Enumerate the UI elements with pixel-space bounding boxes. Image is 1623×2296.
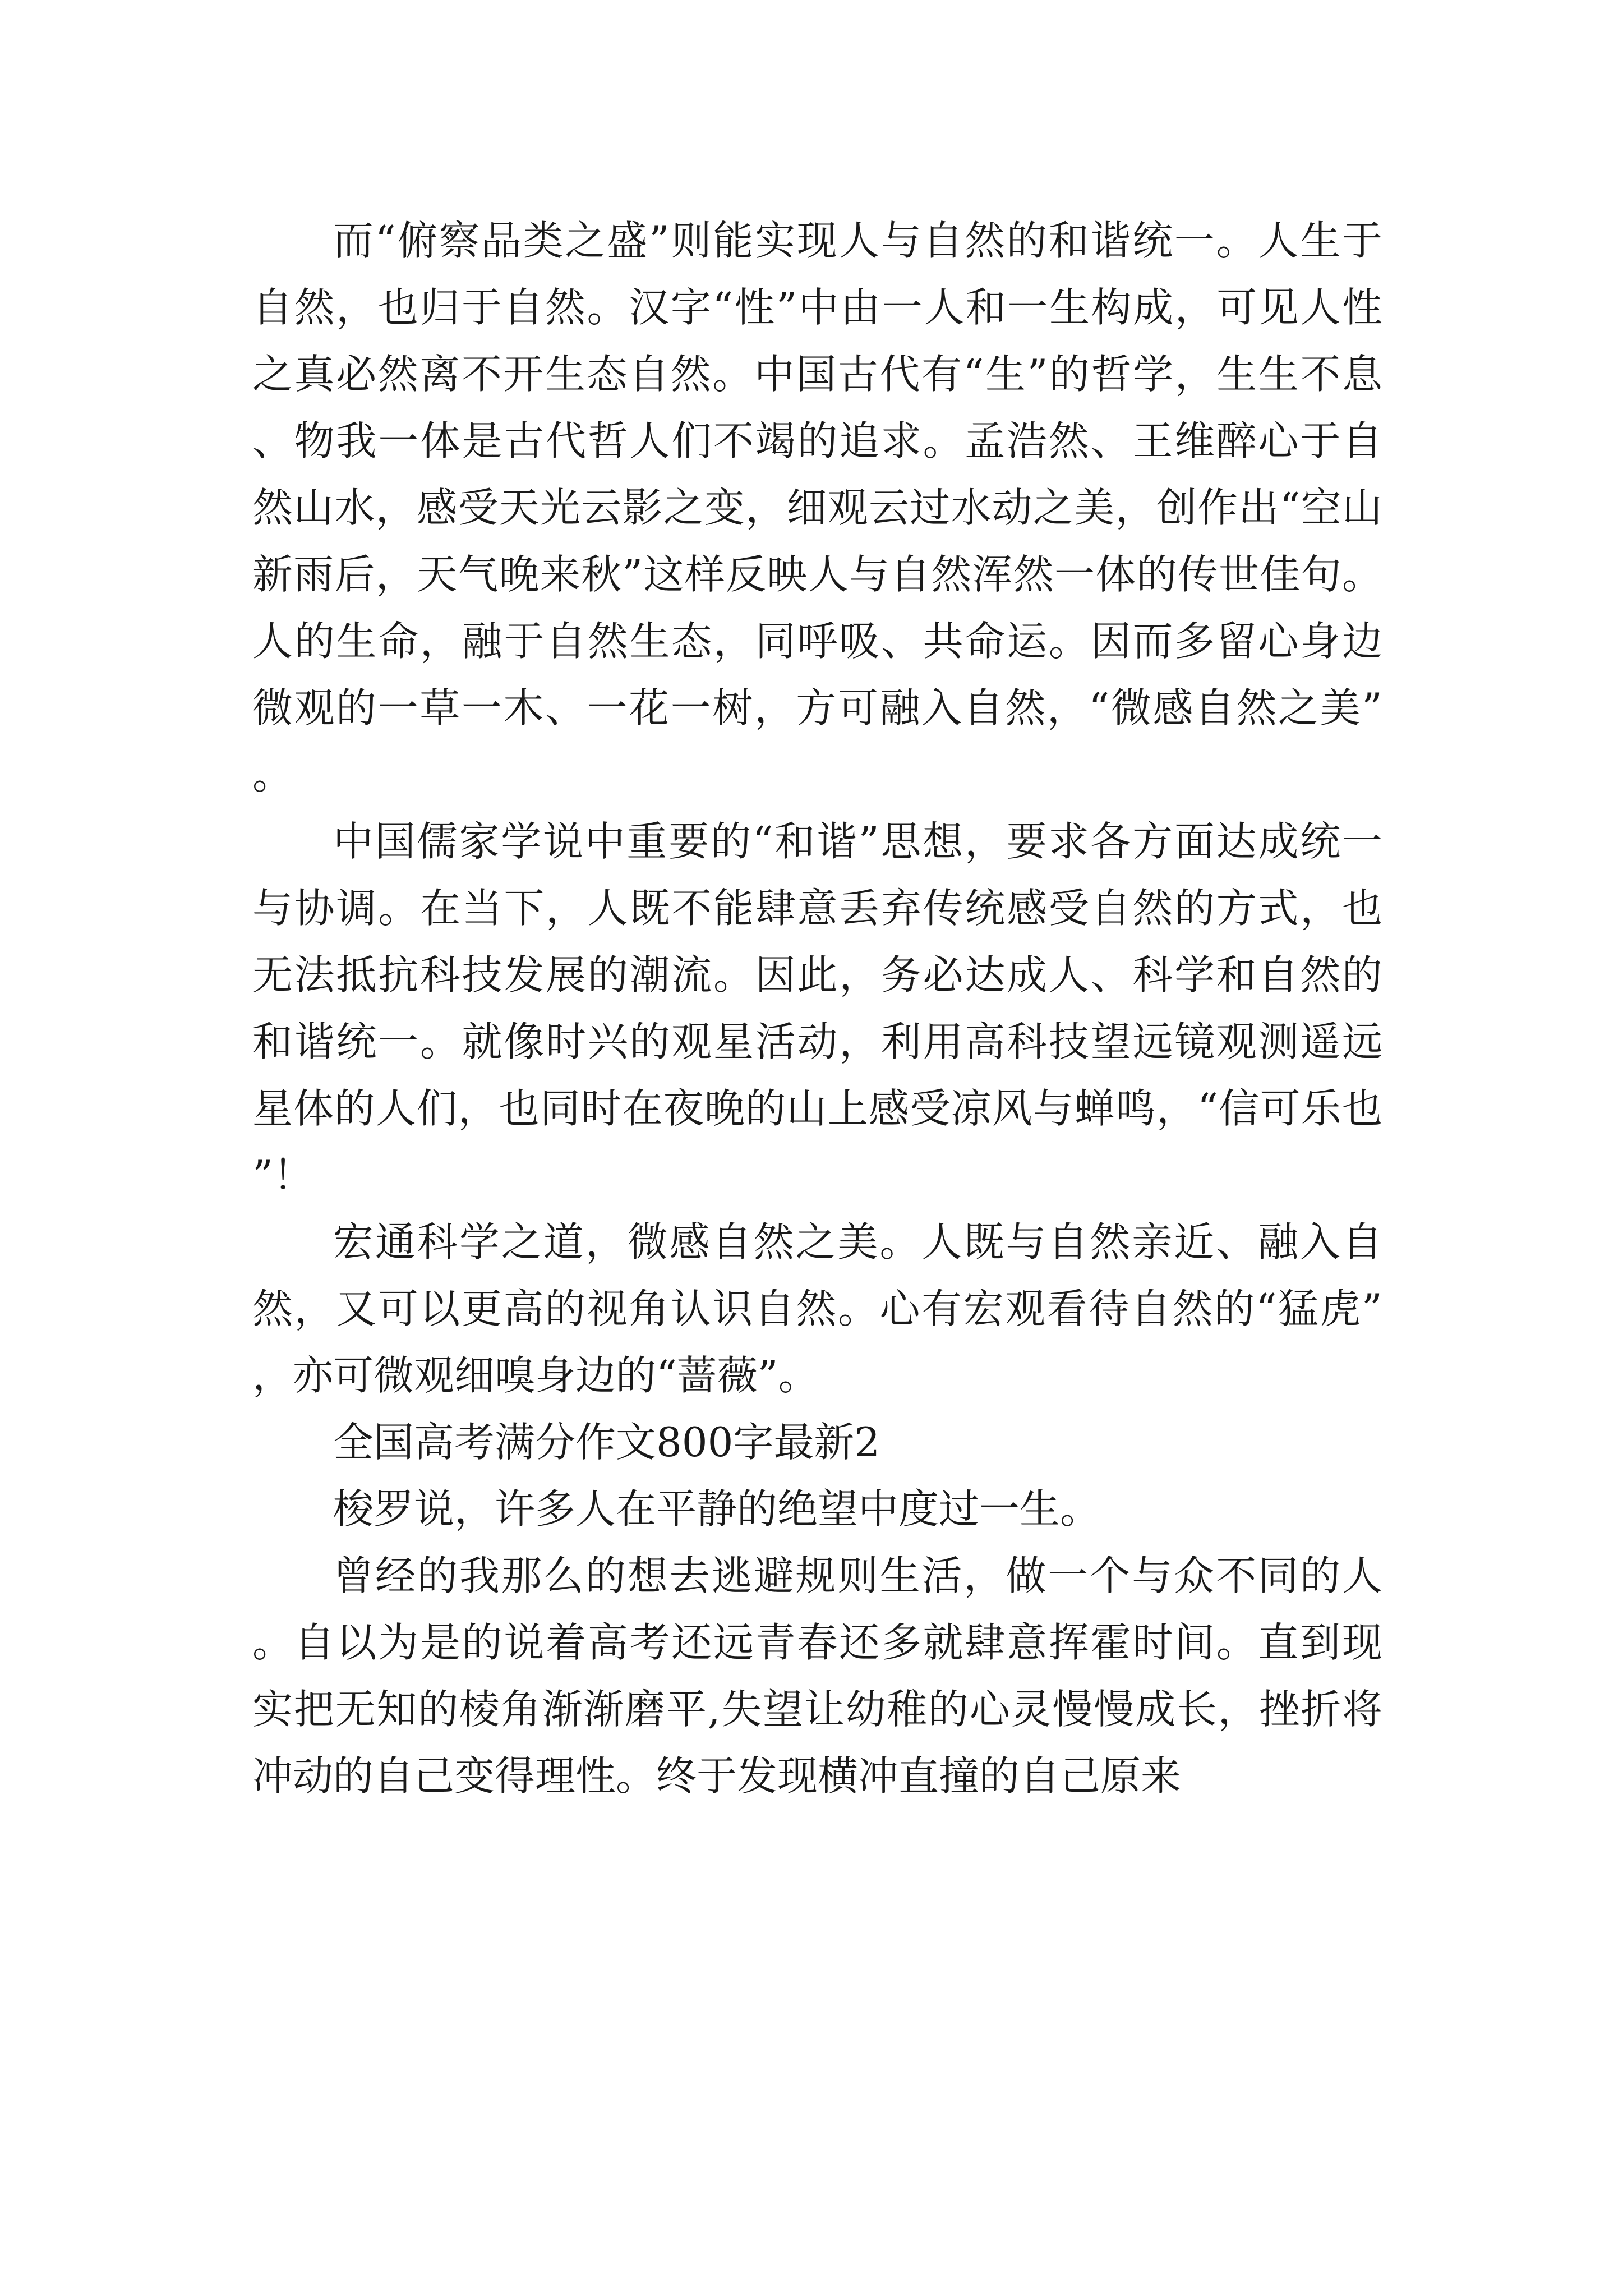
- paragraph-2: 中国儒家学说中重要的“和谐”思想，要求各方面达成统一与协调。在当下，人既不能肆意丢弃传统感受自然的方式，也无法抵抗科技发展的潮流。因此，务必达成人、科学和自然的和谐统一。就像时兴的观星活动，利用高科技望远镜观测遥远星体的人们，也同时在夜晚的山上感受凉风与蝉鸣，“信可乐也”！: [252, 818, 1382, 1199]
- essay-body: [252, 208, 1382, 1810]
- paragraph-5: 曾经的我那么的想去逃避规则生活，做一个与众不同的人。自以为是的说着高考还远青春还多就肆意挥霍时间。直到现实把无知的棱角渐渐磨平,失望让幼稚的心灵慢慢成长，挫折将冲动的自己变得理性。终于发现横冲直撞的自己原来: [252, 1552, 1382, 1800]
- paragraph-4: 梭罗说，许多人在平静的绝望中度过一生。: [333, 1485, 1101, 1533]
- paragraph-1: 而“俯察品类之盛”则能实现人与自然的和谐统一。人生于自然，也归于自然。汉字“性”中由一人和一生构成，可见人性之真必然离不开生态自然。中国古代有“生”的哲学，生生不息、物我一体是古代哲人们不竭的追求。孟浩然、王维醉心于自然山水，感受天光云影之变，细观云过水动之美，创作出“空山新雨后，天气晚来秋”这样反映人与自然浑然一体的传世佳句。人的生命，融于自然生态，同呼吸、共命运。因而多留心身边微观的一草一木、一花一树，方可融入自然，“微感自然之美”。: [252, 217, 1382, 798]
- essay-heading: 全国高考满分作文800字最新2: [333, 1419, 880, 1466]
- paragraph-3: 宏通科学之道，微感自然之美。人既与自然亲近、融入自然，又可以更高的视角认识自然。心有宏观看待自然的“猛虎”，亦可微观细嗅身边的“蔷薇”。: [252, 1218, 1382, 1399]
